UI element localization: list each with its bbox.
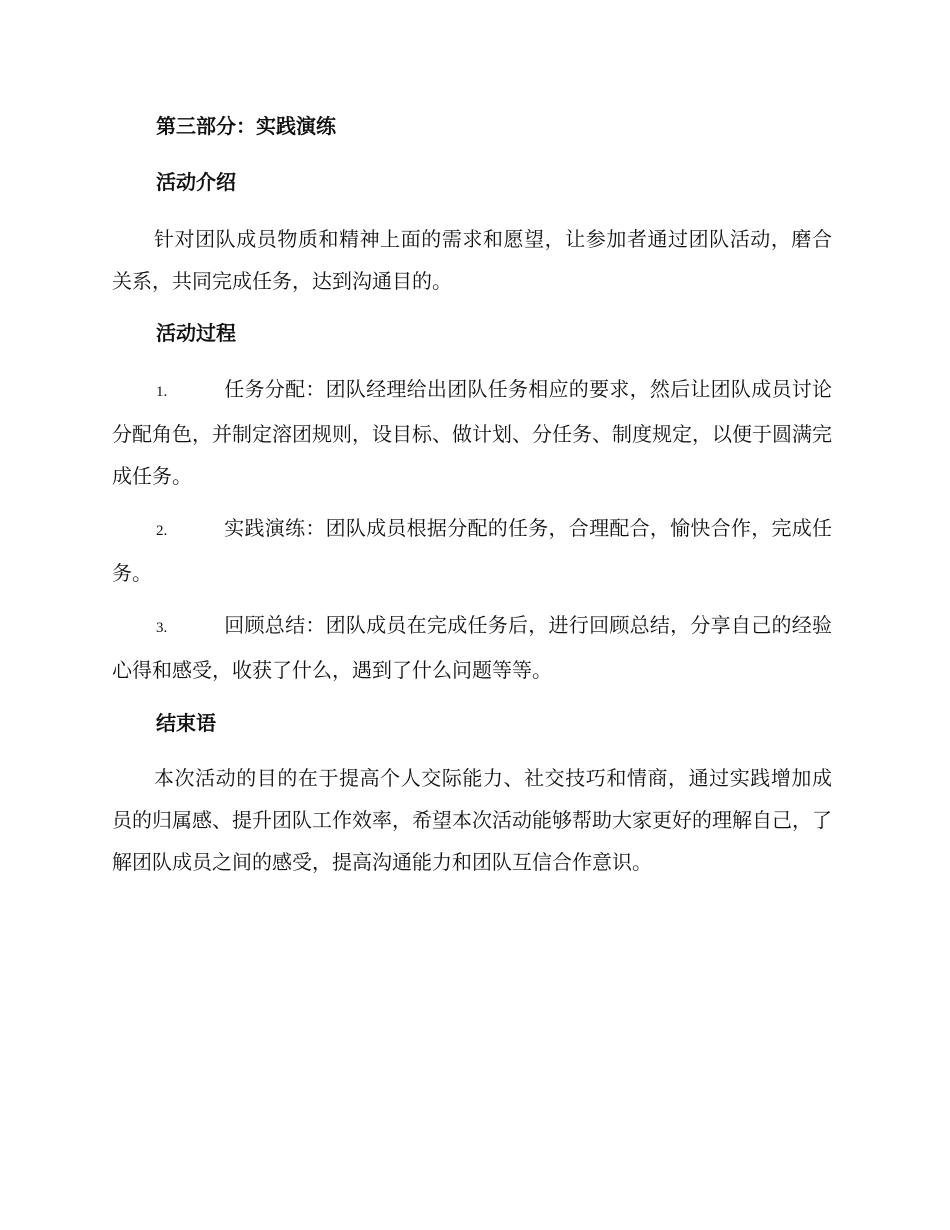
process-step-2 — [112, 507, 832, 594]
process-heading: 活动过程 — [156, 321, 236, 345]
intro-paragraph: 针对团队成员物质和精神上面的需求和愿望，让参加者通过团队活动，磨合关系，共同完成任务，达到沟通目的。 — [112, 227, 832, 293]
step-text: 回顾总结：团队成员在完成任务后，进行回顾总结，分享自己的经验心得和感受，收获了什么，遇到了什么问题等等。 — [112, 613, 832, 682]
intro-heading: 活动介绍 — [156, 170, 236, 194]
step-text: 实践演练：团队成员根据分配的任务，合理配合，愉快合作，完成任务。 — [112, 516, 832, 585]
step-number: 1. — [156, 384, 168, 400]
section-title: 第三部分：实践演练 — [156, 114, 336, 138]
step-number: 2. — [156, 523, 168, 539]
step-text: 任务分配：团队经理给出团队任务相应的要求，然后让团队成员讨论分配角色，并制定溶团规则，设目标、做计划、分任务、制度规定，以便于圆满完成任务。 — [112, 377, 832, 488]
step-number: 3. — [156, 620, 168, 636]
process-step-3 — [112, 604, 832, 691]
closing-heading: 结束语 — [156, 711, 216, 735]
closing-paragraph: 本次活动的目的在于提高个人交际能力、社交技巧和情商，通过实践增加成员的归属感、提升团队工作效率，希望本次活动能够帮助大家更好的理解自己，了解团队成员之间的感受，提高沟通能力和团队互信合作意识。 — [112, 766, 832, 874]
process-step-1 — [112, 368, 832, 497]
